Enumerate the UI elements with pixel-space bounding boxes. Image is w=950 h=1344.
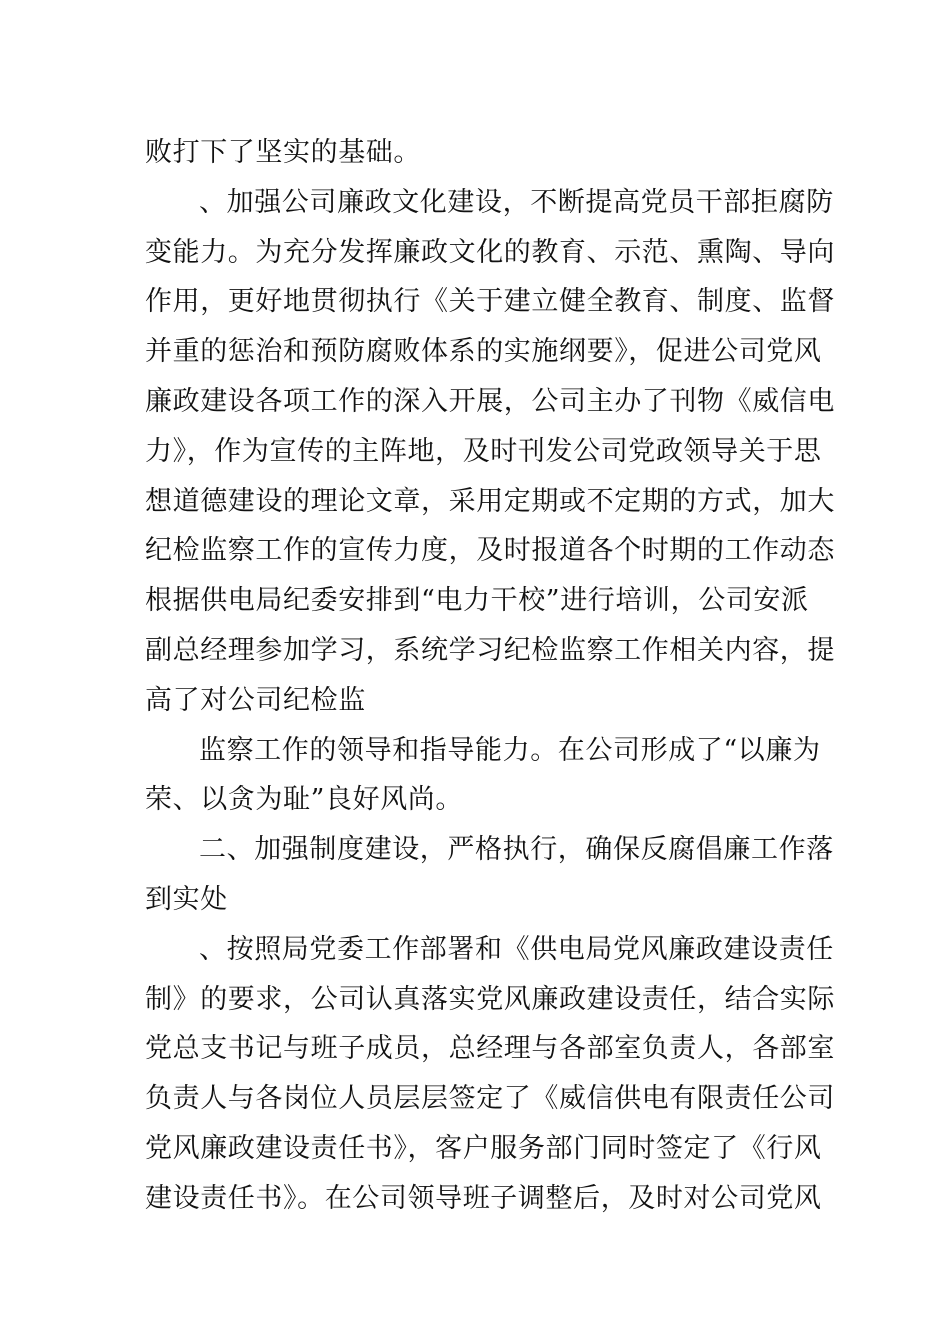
text-line-14: 荣、以贪为耻”良好风尚。	[145, 784, 464, 816]
text-line-21: 党风廉政建设责任书》，客户服务部门同时签定了《行风	[145, 1132, 822, 1164]
text-line-1: 败打下了坚实的基础。	[145, 137, 421, 168]
text-line-11: 副总经理参加学习，系统学习纪检监察工作相关内容，提	[145, 634, 835, 666]
text-line-8: 想道德建设的理论文章，采用定期或不定期的方式，加大	[145, 485, 835, 517]
text-line-18: 制》的要求，公司认真落实党风廉政建设责任，结合实际	[145, 983, 835, 1015]
text-line-4: 作用，更好地贯彻执行《关于建立健全教育、制度、监督	[145, 286, 835, 318]
text-line-6: 廉政建设各项工作的深入开展，公司主办了刊物《威信电	[145, 385, 835, 417]
text-line-5: 并重的惩治和预防腐败体系的实施纲要》，促进公司党风	[145, 336, 822, 368]
document-body	[145, 128, 835, 1224]
text-line-2: 、加强公司廉政文化建设，不断提高党员干部拒腐防	[199, 186, 834, 218]
text-line-16: 到实处	[145, 883, 228, 915]
text-line-20: 负责人与各岗位人员层层签定了《威信供电有限责任公司	[145, 1083, 835, 1115]
text-line-19: 党总支书记与班子成员，总经理与各部室负责人，各部室	[145, 1033, 835, 1065]
text-line-3: 变能力。为充分发挥廉政文化的教育、示范、熏陶、导向	[145, 236, 835, 268]
text-line-13: 监察工作的领导和指导能力。在公司形成了“以廉为	[199, 734, 821, 766]
text-line-12: 高了对公司纪检监	[145, 684, 366, 716]
text-line-9: 纪检监察工作的宣传力度，及时报道各个时期的工作动态	[145, 535, 835, 567]
text-line-10: 根据供电局纪委安排到“电力干校”进行培训，公司安派	[145, 585, 809, 617]
text-line-15: 二、加强制度建设，严格执行，确保反腐倡廉工作落	[199, 834, 834, 866]
text-line-17: 、按照局党委工作部署和《供电局党风廉政建设责任	[199, 933, 834, 965]
text-line-22: 建设责任书》。在公司领导班子调整后，及时对公司党风	[145, 1182, 822, 1214]
text-line-7: 力》，作为宣传的主阵地，及时刊发公司党政领导关于思	[145, 435, 822, 467]
